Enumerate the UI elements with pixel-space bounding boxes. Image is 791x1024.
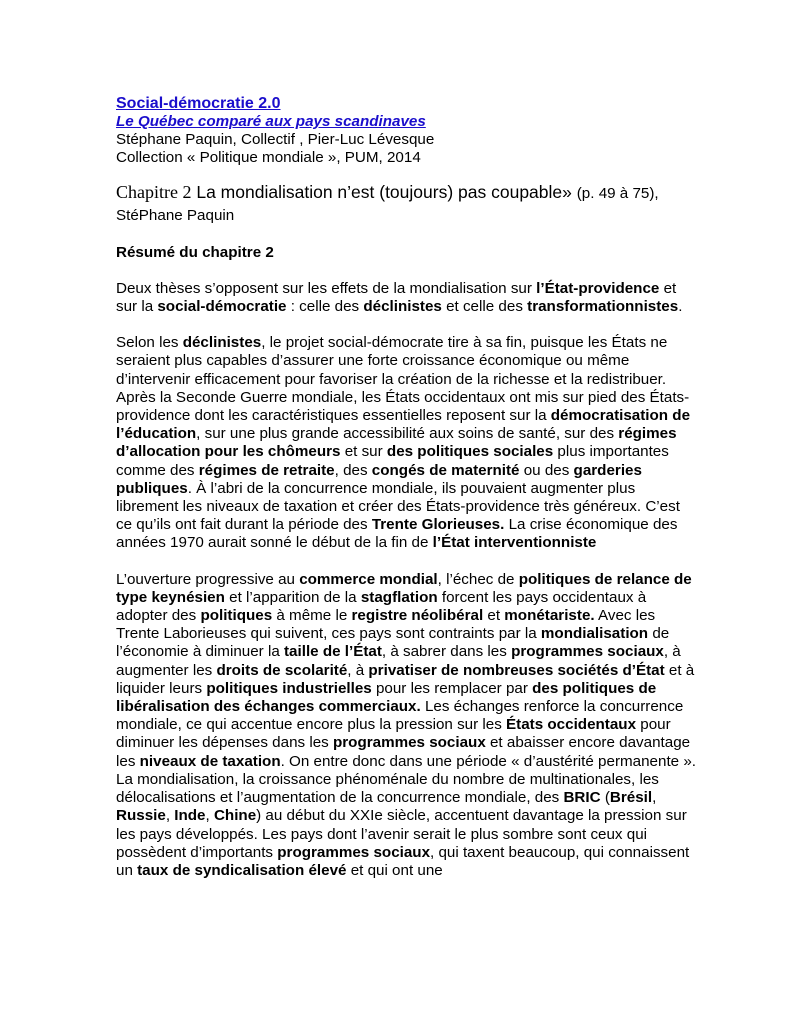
book-collection: Collection « Politique mondiale », PUM, 2014 [116, 149, 421, 167]
bold-term: garderies publiques [116, 461, 642, 497]
text-run: , à sabrer dans les [381, 643, 512, 661]
bold-term: politiques de relance de type keynésien [116, 570, 692, 606]
bold-term: Russie [116, 807, 166, 825]
text-run: Deux thèses s’opposent sur les effets de la mondialisation sur [116, 279, 537, 297]
text-run: ) au début du XXIe siècle, accentuent davantage la pression sur les pays développés. Les pays dont l’avenir serait le plus sombre sont ceux qui possèdent d’importants [116, 807, 687, 861]
bold-term: transformationnistes [527, 298, 679, 316]
bold-term: politiques industrielles [206, 679, 372, 697]
text-run: , [652, 789, 657, 807]
text-run: Selon les [116, 334, 183, 352]
text-run: , à augmenter les [116, 643, 681, 679]
text-run: , qui taxent beaucoup, qui connaissent un [116, 843, 690, 879]
bold-term: droits de scolarité [216, 661, 348, 679]
bold-term: déclinistes [363, 298, 442, 316]
text-run: de l’économie à diminuer la [116, 625, 670, 661]
paragraph-declinistes [116, 334, 696, 552]
text-run: , à [347, 661, 369, 679]
bold-term: registre néolibéral [351, 607, 484, 625]
text-run: pour les remplacer par [371, 679, 533, 697]
text-run: , le projet social-démocrate tire à sa fin, puisque les États ne seraient plus capables d’assurer une forte croissance économique ou même d’intervenir efficacement pour favoriser la création de la richesse et la redistribuer. Après la Seconde Guerre mondiale, les États occidentaux ont mis sur pied des États-providence dont les caractéristiques essentielles reposent sur la [116, 334, 690, 425]
text-run: et à liquider leurs [116, 661, 695, 697]
text-run: et sur la [116, 279, 677, 316]
bold-term: des politiques sociales [386, 443, 554, 461]
bold-term: BRIC [563, 789, 601, 807]
text-run: plus importantes comme des [116, 443, 669, 479]
bold-term: Trente Glorieuses. [371, 516, 505, 534]
bold-term: privatiser de nombreuses sociétés d’État [368, 661, 665, 679]
text-run: à même le [272, 607, 352, 625]
text-run: . On entre donc dans une période « d’austérité permanente ». La mondialisation, la croissance phénoménale du nombre de multinationales, les délocalisations et l’augmentation de la concurrence mondiale, des [116, 752, 696, 807]
bold-term: régimes de retraite [198, 461, 335, 479]
bold-term: l’État-providence [536, 279, 660, 297]
text-run: , l’échec de [437, 570, 519, 588]
bold-term: programmes sociaux [511, 643, 664, 661]
bold-term: l’État interventionniste [432, 534, 597, 552]
paragraph-ouverture [116, 571, 696, 880]
document-body [116, 94, 696, 880]
text-run: et [483, 607, 505, 625]
bold-term: programmes sociaux [277, 843, 431, 861]
summary-heading: Résumé du chapitre 2 [116, 243, 274, 261]
text-run: pour diminuer les dépenses dans les [116, 716, 671, 752]
bold-term: stagflation [360, 588, 438, 606]
text-run: , des [334, 461, 372, 479]
text-run: Les échanges renforce la concurrence mondiale, ce qui accentue encore plus la pression sur les [116, 698, 684, 734]
text-run: L’ouverture progressive au [116, 570, 300, 588]
text-run: et qui ont une [346, 861, 443, 879]
bold-term: Chine [213, 807, 257, 825]
text-run: . [678, 298, 683, 316]
bold-term: déclinistes [182, 334, 262, 352]
bold-term: régimes d’allocation pour les chômeurs [116, 425, 677, 461]
chapter-number: Chapitre 2 [116, 181, 192, 202]
book-subtitle-link[interactable]: Le Québec comparé aux pays scandinaves [116, 113, 426, 130]
bold-term: programmes sociaux [332, 734, 486, 752]
book-authors: Stéphane Paquin, Collectif , Pier-Luc Lévesque [116, 131, 435, 149]
chapter-pages: (p. 49 à 75), StéPhane Paquin [116, 184, 659, 224]
text-run: , sur une plus grande accessibilité aux soins de santé, sur des [196, 425, 619, 443]
paragraph-theses [116, 280, 696, 316]
chapter-title: La mondialisation n’est (toujours) pas coupable» [196, 181, 572, 202]
text-run: forcent les pays occidentaux à adopter des [116, 588, 647, 625]
text-run: ou des [519, 461, 574, 479]
text-run: : celle des [286, 298, 364, 316]
bold-term: social-démocratie [157, 298, 287, 316]
bold-term: monétariste. [504, 607, 595, 625]
bold-term: taux de syndicalisation élevé [137, 861, 347, 879]
bold-term: Inde [174, 807, 206, 825]
bold-term: taille de l’État [284, 643, 382, 661]
text-run: . À l’abri de la concurrence mondiale, ils pouvaient augmenter plus librement les niveaux de taxation et créer des États-providence très généreux. C’est ce qu’ils ont fait durant la période des [116, 479, 680, 534]
chapter-heading [116, 182, 696, 226]
bold-term: Brésil [609, 789, 653, 807]
bold-term: démocratisation de l’éducation [116, 407, 691, 443]
bold-term: congés de maternité [371, 461, 520, 479]
book-title-link[interactable]: Social-démocratie 2.0 [116, 95, 281, 112]
bold-term: États occidentaux [506, 716, 637, 734]
text-run: , [205, 807, 214, 825]
text-run: Avec les Trente Laborieuses qui suivent, ces pays sont contraints par la [116, 607, 656, 643]
bold-term: politiques [200, 607, 273, 625]
bold-term: commerce mondial [299, 570, 438, 588]
text-run: La crise économique des années 1970 aurait sonné le début de la fin de [116, 516, 678, 552]
bold-term: niveaux de taxation [139, 752, 281, 770]
bold-term: mondialisation [540, 625, 649, 643]
bold-term: des politiques de libéralisation des échanges commerciaux. [116, 679, 657, 716]
text-run: , [165, 807, 175, 825]
text-run: et sur [340, 443, 387, 461]
text-run: ( [600, 789, 610, 807]
text-run: et celle des [441, 298, 528, 316]
text-run: et abaisser encore davantage les [116, 734, 691, 770]
text-run: et l’apparition de la [224, 588, 361, 606]
